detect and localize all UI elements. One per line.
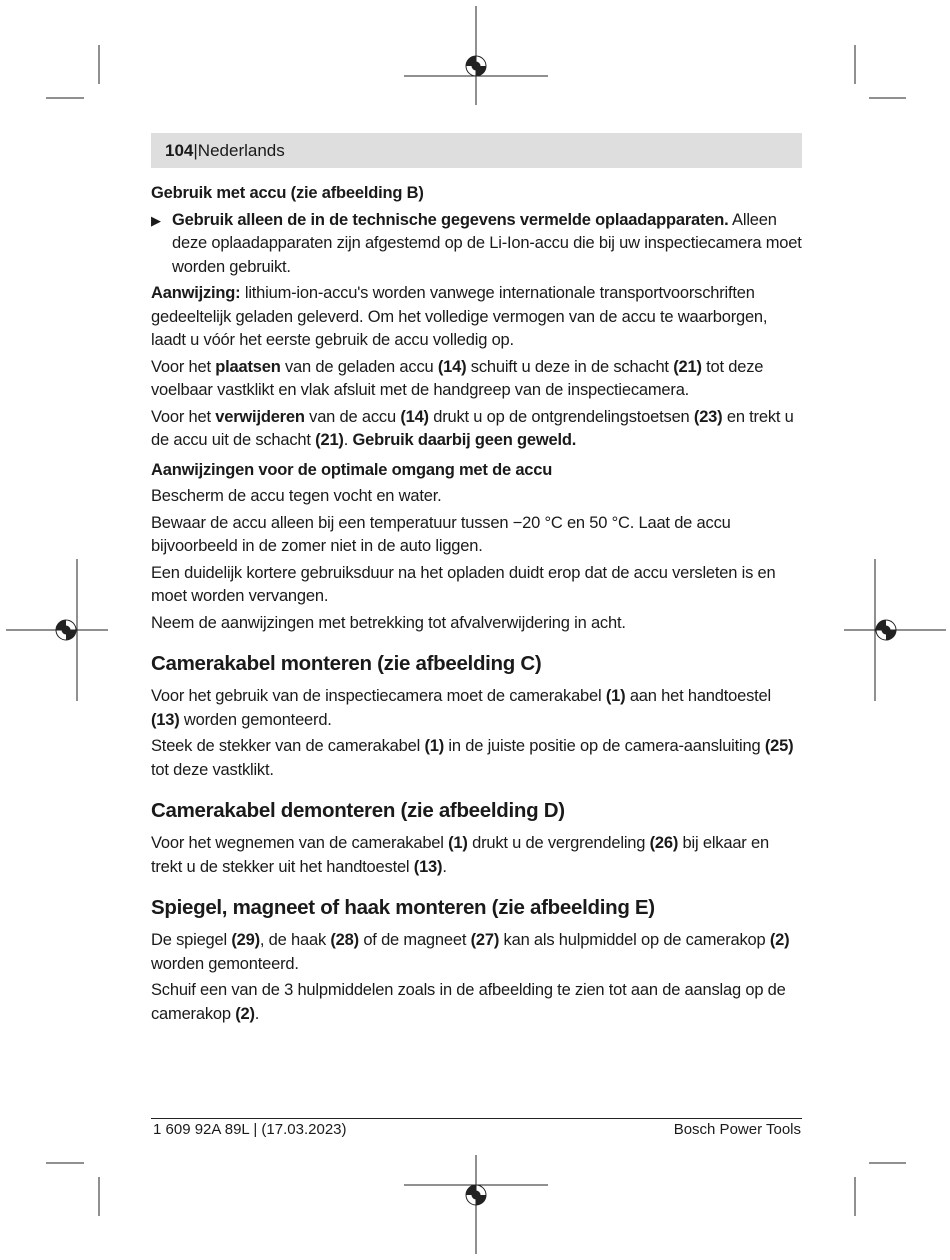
- heading-cable-mount: Camerakabel monteren (zie afbeelding C): [151, 652, 542, 675]
- text-run: schuift u deze in de schacht: [466, 357, 674, 376]
- text-run: drukt u de vergrendeling: [467, 834, 650, 852]
- ref-number: (14): [437, 357, 467, 376]
- heading-cable-unmount: Camerakabel demonteren (zie afbeelding D): [151, 799, 565, 822]
- section-title-accu-use: Gebruik met accu (zie afbeelding B): [151, 184, 424, 202]
- text-run: Voor het: [151, 357, 216, 376]
- bullet-arrow-icon: ▶: [151, 212, 161, 228]
- text-run: in de juiste positie op de camera-aansluiting: [444, 737, 765, 755]
- page-content: [151, 182, 802, 1029]
- accessories-paragraph: [151, 929, 802, 976]
- ref-number: (1): [448, 834, 468, 852]
- bold-run: plaatsen: [215, 357, 281, 376]
- text-run: en trekt u de accu uit de schacht: [151, 407, 794, 449]
- ref-number: (25): [764, 737, 794, 755]
- ref-number: (21): [315, 431, 344, 449]
- text-run: .: [343, 431, 353, 449]
- text-run: De spiegel: [151, 931, 232, 949]
- footer-divider: [151, 1118, 802, 1119]
- ref-number: (23): [693, 407, 723, 426]
- ref-number: (13): [151, 710, 180, 729]
- note-label: Aanwijzing:: [151, 284, 241, 302]
- ref-number: (26): [649, 834, 679, 852]
- charger-warning-bullet: [151, 209, 802, 280]
- cable-mount-paragraph: [151, 685, 802, 732]
- accessories-paragraph: [151, 979, 802, 1026]
- text-run: worden gemonteerd.: [179, 710, 332, 729]
- text-run: worden gemonteerd.: [151, 954, 299, 973]
- ref-number: (28): [330, 931, 359, 949]
- tip-paragraph: Bescherm de accu tegen vocht en water.: [151, 487, 442, 505]
- cable-unmount-paragraph: [151, 832, 802, 879]
- bold-run: Gebruik daarbij geen geweld.: [352, 431, 577, 449]
- ref-number: (21): [673, 357, 702, 376]
- ref-number: (27): [470, 931, 500, 949]
- cable-mount-paragraph: [151, 735, 802, 782]
- text-run: , de haak: [259, 931, 331, 949]
- ref-number: (14): [400, 407, 429, 426]
- header-language: Nederlands: [197, 141, 285, 160]
- footer-doc-code: 1 609 92A 89L | (17.03.2023): [153, 1121, 347, 1138]
- text-run: bij elkaar en trekt u de stekker uit het handtoestel: [151, 834, 769, 876]
- text-run: Voor het wegnemen van de camerakabel: [151, 834, 449, 852]
- charger-warning-bold: Gebruik alleen de in de technische gegevens vermelde oplaadapparaten.: [172, 210, 729, 229]
- text-run: tot deze vastklikt.: [151, 760, 274, 779]
- text-run: drukt u op de ontgrendelingstoetsen: [428, 407, 694, 426]
- accu-note-paragraph: [151, 282, 802, 353]
- text-run: Voor het gebruik van de inspectiecamera moet de camerakabel: [151, 687, 606, 705]
- text-run: Schuif een van de 3 hulpmiddelen zoals in de afbeelding te zien tot aan de aanslag op de camerakop: [151, 981, 786, 1023]
- text-run: .: [254, 1004, 260, 1023]
- ref-number: (1): [605, 687, 626, 705]
- section-title-accu-tips: Aanwijzingen voor de optimale omgang met de accu: [151, 460, 553, 479]
- header-separator: |: [193, 141, 198, 160]
- bold-run: verwijderen: [215, 407, 305, 426]
- ref-number: (1): [424, 737, 445, 755]
- text-run: van de accu: [304, 407, 401, 426]
- text-run: van de geladen accu: [280, 357, 438, 376]
- ref-number: (2): [235, 1004, 255, 1023]
- text-run: Steek de stekker van de camerakabel: [151, 737, 425, 755]
- page-header: [151, 133, 802, 168]
- ref-number: (13): [413, 857, 443, 876]
- ref-number: (29): [231, 931, 260, 949]
- footer-brand: Bosch Power Tools: [673, 1121, 801, 1138]
- text-run: kan als hulpmiddel op de camerakop: [499, 931, 770, 949]
- accu-insert-paragraph: [151, 356, 802, 403]
- heading-accessories: Spiegel, magneet of haak monteren (zie afbeelding E): [151, 896, 655, 919]
- charger-warning-text: Alleen deze oplaadapparaten zijn afgestemd op de Li-Ion-accu die bij uw inspectiecamera moet worden gebruikt.: [172, 210, 802, 276]
- ref-number: (2): [769, 931, 790, 949]
- tip-paragraph: Neem de aanwijzingen met betrekking tot afvalverwijdering in acht.: [151, 613, 626, 632]
- text-run: aan het handtoestel: [625, 687, 771, 705]
- tip-paragraph: Een duidelijk kortere gebruiksduur na het opladen duidt erop dat de accu versleten is en moet worden vervangen.: [151, 563, 776, 605]
- note-text: lithium-ion-accu's worden vanwege internationale transportvoorschriften gedeeltelijk geladen geleverd. Om het volledige vermogen van de accu te waarborgen, laadt u vóór het eerste gebruik de accu volledig op.: [151, 284, 768, 349]
- text-run: Voor het: [151, 407, 216, 426]
- text-run: .: [442, 857, 447, 876]
- tip-paragraph: Bewaar de accu alleen bij een temperatuur tussen −20 °C en 50 °C. Laat de accu bijvoorbeeld in de zomer niet in de auto liggen.: [151, 513, 731, 555]
- page-number: 104: [165, 141, 194, 160]
- text-run: of de magneet: [358, 931, 471, 949]
- accu-remove-paragraph: [151, 406, 802, 453]
- text-run: tot deze voelbaar vastklikt en vlak afsluit met de handgreep van de inspectiecamera.: [151, 357, 764, 399]
